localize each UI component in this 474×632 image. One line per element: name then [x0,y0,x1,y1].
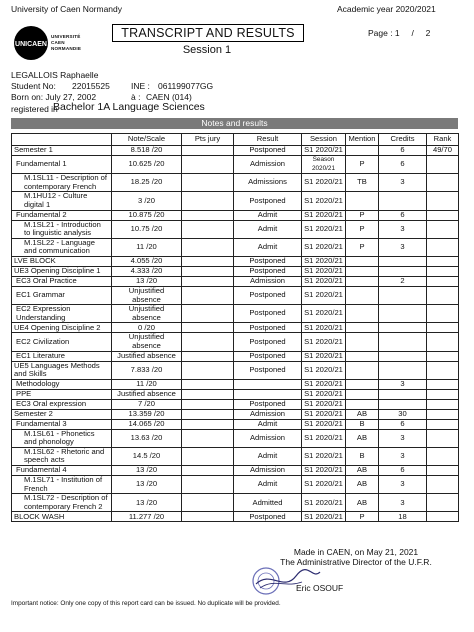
cell-rank [427,256,459,266]
cell-result: Postponed [234,256,302,266]
row-label: M.1SL71 - Institution of French [12,476,112,494]
row-label: Fundamental 3 [12,419,112,429]
cell-result: Admission [234,276,302,286]
col-header-rank: Rank [427,134,459,146]
birth-date: Born on: July 27, 2002 [11,92,97,102]
cell-pts-jury [182,476,234,494]
cell-mention: AB [346,409,379,419]
table-row [12,192,459,210]
cell-result: Admission [234,466,302,476]
cell-session: S1 2020/21 [302,174,346,192]
cell-result: Postponed [234,351,302,361]
cell-pts-jury [182,174,234,192]
cell-result: Admission [234,429,302,447]
row-label: UE4 Opening Discipline 2 [12,323,112,333]
cell-note: 18.25 /20 [112,174,182,192]
cell-note: 13 /20 [112,466,182,476]
student-number-label: Student No: [11,81,56,91]
cell-pts-jury [182,305,234,323]
ine-value: 061199077GG [158,81,214,91]
cell-session: S1 2020/21 [302,419,346,429]
cell-credits: 3 [379,379,427,389]
row-label: M.1SL11 - Description of contemporary French [12,174,112,192]
cell-rank [427,351,459,361]
cell-result: Admit [234,419,302,429]
cell-session: S1 2020/21 [302,192,346,210]
cell-rank [427,429,459,447]
cell-note: 14.5 /20 [112,447,182,465]
cell-session: S1 2020/21 [302,220,346,238]
table-row [12,286,459,304]
table-row [12,476,459,494]
cell-rank [427,333,459,351]
cell-note: 3 /20 [112,192,182,210]
cell-session: S1 2020/21 [302,146,346,156]
cell-mention [346,361,379,379]
cell-mention: P [346,220,379,238]
table-row [12,351,459,361]
cell-credits: 18 [379,512,427,522]
cell-mention: B [346,447,379,465]
cell-note: 13 /20 [112,276,182,286]
cell-pts-jury [182,512,234,522]
cell-session: S1 2020/21 [302,429,346,447]
cell-credits [379,256,427,266]
cell-pts-jury [182,276,234,286]
cell-mention: P [346,512,379,522]
cell-session: S1 2020/21 [302,512,346,522]
cell-pts-jury [182,389,234,399]
cell-result: Postponed [234,333,302,351]
cell-pts-jury [182,192,234,210]
table-row [12,266,459,276]
notes-results-bar: Notes and results [11,118,458,129]
cell-credits: 30 [379,409,427,419]
cell-rank [427,399,459,409]
col-header-unit [12,134,112,146]
cell-result: Postponed [234,286,302,304]
logo-mark-icon [14,26,48,60]
row-label: Fundamental 4 [12,466,112,476]
cell-credits: 6 [379,146,427,156]
cell-session: S1 2020/21 [302,447,346,465]
cell-mention: P [346,210,379,220]
cell-session: S1 2020/21 [302,238,346,256]
cell-result: Admit [234,447,302,465]
row-label: EC3 Oral expression [12,399,112,409]
program-name: Bachelor 1A Language Sciences [53,101,205,113]
cell-note: 10.875 /20 [112,210,182,220]
cell-note: 4.055 /20 [112,256,182,266]
cell-session: S1 2020/21 [302,351,346,361]
cell-pts-jury [182,379,234,389]
cell-pts-jury [182,286,234,304]
cell-rank [427,379,459,389]
cell-mention [346,333,379,351]
cell-result: Postponed [234,305,302,323]
row-label: UE3 Opening Discipline 1 [12,266,112,276]
cell-pts-jury [182,323,234,333]
cell-rank [427,494,459,512]
cell-rank [427,174,459,192]
cell-credits: 3 [379,429,427,447]
cell-pts-jury [182,361,234,379]
cell-rank [427,323,459,333]
cell-credits: 2 [379,276,427,286]
cell-result: Postponed [234,512,302,522]
col-header-note: Note/Scale [112,134,182,146]
cell-note: 8.518 /20 [112,146,182,156]
session-label: Session 1 [182,44,232,56]
signer-name: Eric OSOUF [296,583,344,593]
cell-pts-jury [182,156,234,174]
table-row [12,174,459,192]
cell-session: S1 2020/21 [302,333,346,351]
page-indicator: Page : 1 / 2 [368,28,431,38]
cell-mention [346,379,379,389]
row-label: Methodology [12,379,112,389]
table-row [12,447,459,465]
row-label: EC1 Literature [12,351,112,361]
cell-mention [346,351,379,361]
cell-pts-jury [182,466,234,476]
cell-pts-jury [182,146,234,156]
row-label: M.1SL72 - Description of contemporary French 2 [12,494,112,512]
cell-note: Justified absence [112,351,182,361]
cell-pts-jury [182,266,234,276]
cell-note: 14.065 /20 [112,419,182,429]
cell-result: Admission [234,409,302,419]
table-header-row [12,134,459,146]
table-row [12,494,459,512]
cell-pts-jury [182,409,234,419]
cell-mention [346,266,379,276]
cell-mention: P [346,156,379,174]
row-label: M.1SL22 - Language and communication [12,238,112,256]
director-title: The Administrative Director of the U.F.R. [280,557,432,567]
cell-credits: 6 [379,466,427,476]
cell-pts-jury [182,351,234,361]
cell-credits [379,351,427,361]
row-label: BLOCK WASH [12,512,112,522]
row-label: M.1SL62 - Rhetoric and speech acts [12,447,112,465]
university-name: University of Caen Normandy [11,4,123,14]
cell-note: 13 /20 [112,476,182,494]
cell-session: S1 2020/21 [302,305,346,323]
col-header-pts-jury: Pts jury [182,134,234,146]
cell-credits [379,389,427,399]
cell-mention [346,389,379,399]
row-label: UE5 Languages Methods and Skills [12,361,112,379]
cell-credits [379,333,427,351]
table-row [12,210,459,220]
cell-session: S1 2020/21 [302,494,346,512]
cell-session: S1 2020/21 [302,361,346,379]
cell-session: S1 2020/21 [302,389,346,399]
table-row [12,276,459,286]
cell-note: 10.625 /20 [112,156,182,174]
cell-session: S1 2020/21 [302,286,346,304]
cell-pts-jury [182,494,234,512]
cell-mention [346,305,379,323]
table-row [12,429,459,447]
svg-text:UNICAEN: UNICAEN [15,41,47,48]
cell-rank [427,447,459,465]
cell-pts-jury [182,429,234,447]
cell-result [234,389,302,399]
made-in-text: Made in CAEN, on May 21, 2021 [293,547,419,557]
table-row [12,333,459,351]
table-row [12,361,459,379]
cell-pts-jury [182,333,234,351]
table-row [12,512,459,522]
cell-mention [346,256,379,266]
cell-mention: AB [346,494,379,512]
cell-result: Postponed [234,399,302,409]
cell-credits: 3 [379,447,427,465]
cell-mention: AB [346,429,379,447]
table-row [12,419,459,429]
row-label: Fundamental 2 [12,210,112,220]
grades-table-body [12,146,459,522]
cell-credits: 6 [379,210,427,220]
cell-rank [427,210,459,220]
grades-table [11,133,459,522]
signature-block [256,547,456,567]
cell-result: Admit [234,210,302,220]
table-row [12,220,459,238]
table-row [12,466,459,476]
cell-mention: B [346,419,379,429]
row-label: LVE BLOCK [12,256,112,266]
cell-pts-jury [182,210,234,220]
cell-result: Postponed [234,146,302,156]
row-label: Semester 2 [12,409,112,419]
cell-result: Postponed [234,361,302,379]
cell-rank: 49/70 [427,146,459,156]
cell-mention: AB [346,476,379,494]
cell-result: Admitted [234,494,302,512]
cell-rank [427,220,459,238]
cell-rank [427,266,459,276]
document-title: TRANSCRIPT AND RESULTS [112,24,304,42]
cell-result: Admit [234,476,302,494]
cell-rank [427,466,459,476]
cell-result: Admit [234,238,302,256]
student-number: 22015525 [72,81,110,91]
row-label: M.1SL61 - Phonetics and phonology [12,429,112,447]
cell-credits [379,399,427,409]
cell-mention [346,323,379,333]
table-row [12,238,459,256]
cell-result: Admissions [234,174,302,192]
cell-note: 11.277 /20 [112,512,182,522]
cell-rank [427,305,459,323]
cell-result: Postponed [234,323,302,333]
cell-mention [346,192,379,210]
row-label: EC3 Oral Practice [12,276,112,286]
cell-credits [379,361,427,379]
cell-pts-jury [182,220,234,238]
cell-credits: 6 [379,419,427,429]
cell-note: Justified absence [112,389,182,399]
row-label: Fundamental 1 [12,156,112,174]
row-label: M.1SL21 - Introduction to linguistic analysis [12,220,112,238]
cell-rank [427,476,459,494]
table-row [12,156,459,174]
cell-rank [427,192,459,210]
cell-note: 13.63 /20 [112,429,182,447]
cell-session: S1 2020/21 [302,276,346,286]
cell-note: 7 /20 [112,399,182,409]
cell-session: S1 2020/21 [302,266,346,276]
cell-rank [427,361,459,379]
cell-result: Postponed [234,266,302,276]
university-logo [14,26,96,62]
cell-result: Admit [234,220,302,238]
cell-session: S1 2020/21 [302,409,346,419]
cell-session: Season 2020/21 [302,156,346,174]
table-row [12,379,459,389]
cell-mention: P [346,238,379,256]
cell-pts-jury [182,447,234,465]
cell-rank [427,389,459,399]
cell-mention [346,399,379,409]
row-label: Semester 1 [12,146,112,156]
cell-note: Unjustified absence [112,305,182,323]
cell-credits [379,323,427,333]
cell-note: 10.75 /20 [112,220,182,238]
cell-session: S1 2020/21 [302,256,346,266]
cell-note: 4.333 /20 [112,266,182,276]
cell-pts-jury [182,419,234,429]
cell-rank [427,276,459,286]
cell-note: 13 /20 [112,494,182,512]
cell-credits: 3 [379,476,427,494]
table-row [12,256,459,266]
cell-credits: 3 [379,238,427,256]
cell-credits [379,192,427,210]
birth-place-label: à : [131,92,141,102]
cell-mention [346,286,379,304]
cell-pts-jury [182,256,234,266]
cell-note: 13.359 /20 [112,409,182,419]
cell-mention [346,276,379,286]
academic-year: Academic year 2020/2021 [337,4,436,14]
cell-rank [427,419,459,429]
cell-credits: 3 [379,174,427,192]
col-header-result: Result [234,134,302,146]
cell-pts-jury [182,238,234,256]
ine-label: INE : [131,81,150,91]
cell-result: Postponed [234,192,302,210]
table-row [12,305,459,323]
col-header-credits: Credits [379,134,427,146]
registered-label: registered in [11,104,58,114]
col-header-mention: Mention [346,134,379,146]
table-row [12,399,459,409]
cell-credits [379,305,427,323]
cell-rank [427,512,459,522]
cell-rank [427,409,459,419]
cell-mention [346,146,379,156]
cell-mention: TB [346,174,379,192]
cell-result: Admission [234,156,302,174]
cell-session: S1 2020/21 [302,476,346,494]
cell-credits [379,266,427,276]
table-row [12,323,459,333]
row-label: EC2 Civilization [12,333,112,351]
row-label: M.1HU12 - Culture digital 1 [12,192,112,210]
cell-note: Unjustified absence [112,333,182,351]
cell-session: S1 2020/21 [302,466,346,476]
cell-session: S1 2020/21 [302,379,346,389]
cell-note: 11 /20 [112,379,182,389]
cell-note: 7.833 /20 [112,361,182,379]
cell-session: S1 2020/21 [302,210,346,220]
cell-rank [427,238,459,256]
cell-mention: AB [346,466,379,476]
cell-note: 0 /20 [112,323,182,333]
cell-rank [427,286,459,304]
cell-result [234,379,302,389]
student-name: LEGALLOIS Raphaelle [11,70,99,80]
col-header-session: Session [302,134,346,146]
table-row [12,409,459,419]
logo-text: UNIVERSITÉ CAEN NORMANDIE [51,34,82,51]
cell-note: 11 /20 [112,238,182,256]
cell-note: Unjustified absence [112,286,182,304]
row-label: EC2 Expression Understanding [12,305,112,323]
row-label: PPE [12,389,112,399]
table-row [12,389,459,399]
row-label: EC1 Grammar [12,286,112,304]
table-row [12,146,459,156]
cell-credits [379,286,427,304]
birth-place: CAEN (014) [146,92,192,102]
cell-session: S1 2020/21 [302,323,346,333]
important-notice: Important notice: Only one copy of this report card can be issued. No duplicate will be provided. [11,600,281,607]
cell-credits: 3 [379,494,427,512]
cell-session: S1 2020/21 [302,399,346,409]
cell-credits: 6 [379,156,427,174]
cell-rank [427,156,459,174]
cell-credits: 3 [379,220,427,238]
cell-pts-jury [182,399,234,409]
